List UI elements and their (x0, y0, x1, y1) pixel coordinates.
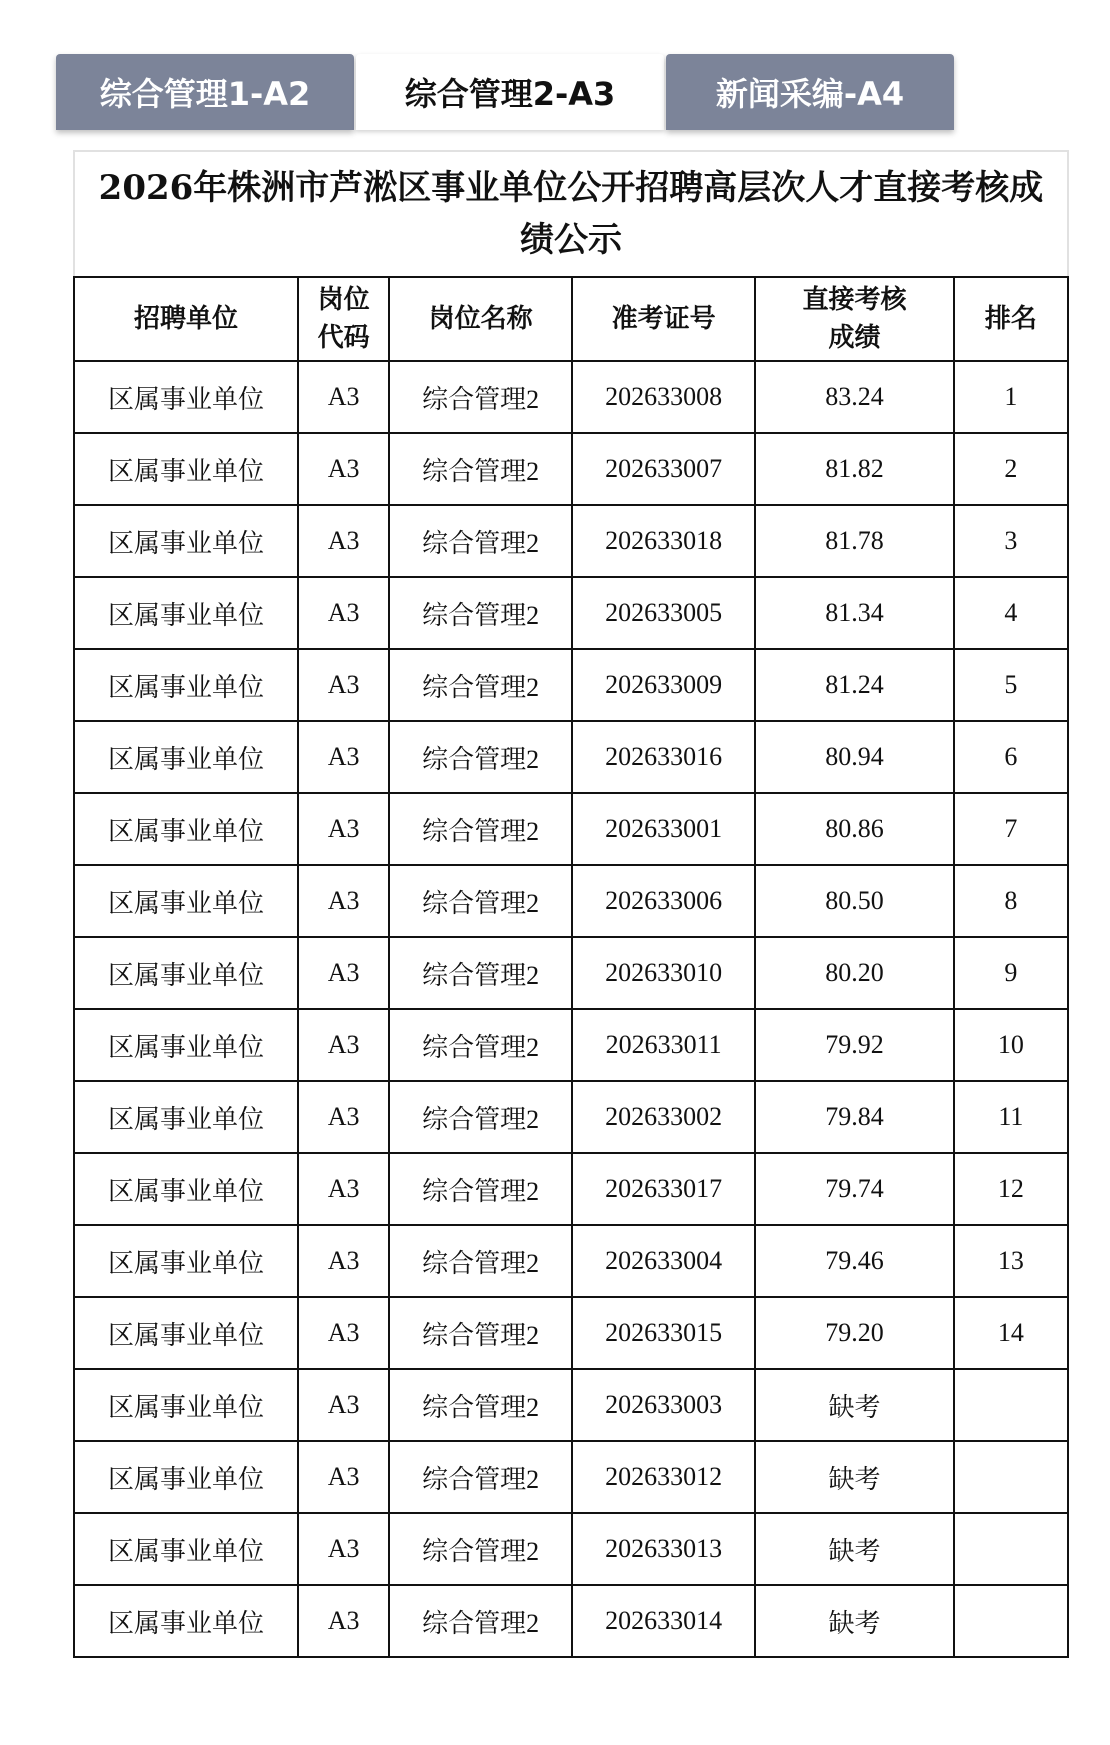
cell-assessment-score[interactable]: 缺考 (755, 1585, 954, 1657)
table-row (74, 721, 1068, 793)
tab-general-management-2-a3[interactable]: 综合管理2-A3 (356, 54, 664, 130)
cell-position-name[interactable]: 综合管理2 (389, 1297, 572, 1369)
cell-admission-number[interactable]: 202633013 (572, 1513, 755, 1585)
cell-recruiting-unit[interactable]: 区属事业单位 (74, 1441, 298, 1513)
table-row (74, 937, 1068, 1009)
cell-recruiting-unit[interactable]: 区属事业单位 (74, 361, 298, 433)
cell-assessment-score[interactable]: 缺考 (755, 1369, 954, 1441)
cell-assessment-score[interactable]: 缺考 (755, 1513, 954, 1585)
cell-admission-number[interactable]: 202633016 (572, 721, 755, 793)
cell-recruiting-unit[interactable]: 区属事业单位 (74, 1513, 298, 1585)
cell-admission-number[interactable]: 202633015 (572, 1297, 755, 1369)
cell-admission-number[interactable]: 202633001 (572, 793, 755, 865)
cell-recruiting-unit[interactable]: 区属事业单位 (74, 721, 298, 793)
cell-position-code[interactable]: A3 (298, 1369, 389, 1441)
cell-rank[interactable]: 3 (954, 505, 1068, 577)
table-row (74, 1009, 1068, 1081)
cell-admission-number[interactable]: 202633003 (572, 1369, 755, 1441)
cell-position-code[interactable]: A3 (298, 1153, 389, 1225)
cell-assessment-score[interactable]: 80.20 (755, 937, 954, 1009)
table-row (74, 505, 1068, 577)
cell-recruiting-unit[interactable]: 区属事业单位 (74, 1369, 298, 1441)
cell-position-code[interactable]: A3 (298, 361, 389, 433)
cell-rank[interactable]: 7 (954, 793, 1068, 865)
cell-assessment-score[interactable]: 81.34 (755, 577, 954, 649)
table-row (74, 1297, 1068, 1369)
cell-rank[interactable] (954, 1441, 1068, 1513)
table-row (74, 649, 1068, 721)
cell-position-name[interactable]: 综合管理2 (389, 1081, 572, 1153)
cell-admission-number[interactable]: 202633002 (572, 1081, 755, 1153)
cell-recruiting-unit[interactable]: 区属事业单位 (74, 937, 298, 1009)
cell-rank[interactable]: 2 (954, 433, 1068, 505)
table-row (74, 1441, 1068, 1513)
cell-rank[interactable]: 5 (954, 649, 1068, 721)
cell-admission-number[interactable]: 202633010 (572, 937, 755, 1009)
cell-rank[interactable]: 12 (954, 1153, 1068, 1225)
cell-rank[interactable]: 1 (954, 361, 1068, 433)
cell-rank[interactable]: 10 (954, 1009, 1068, 1081)
cell-admission-number[interactable]: 202633005 (572, 577, 755, 649)
cell-assessment-score[interactable]: 79.74 (755, 1153, 954, 1225)
header-recruiting-unit[interactable]: 招聘单位 (74, 277, 298, 361)
cell-recruiting-unit[interactable]: 区属事业单位 (74, 1081, 298, 1153)
cell-recruiting-unit[interactable]: 区属事业单位 (74, 865, 298, 937)
cell-admission-number[interactable]: 202633006 (572, 865, 755, 937)
table-row (74, 865, 1068, 937)
cell-recruiting-unit[interactable]: 区属事业单位 (74, 577, 298, 649)
tab-general-management-1-a2[interactable]: 综合管理1-A2 (56, 54, 354, 130)
cell-position-name[interactable]: 综合管理2 (389, 1153, 572, 1225)
cell-recruiting-unit[interactable]: 区属事业单位 (74, 505, 298, 577)
table-row (74, 1153, 1068, 1225)
table-row (74, 1225, 1068, 1297)
cell-rank[interactable]: 9 (954, 937, 1068, 1009)
cell-assessment-score[interactable]: 79.20 (755, 1297, 954, 1369)
tab-news-editing-a4[interactable]: 新闻采编-A4 (666, 54, 954, 130)
cell-assessment-score[interactable]: 81.24 (755, 649, 954, 721)
cell-position-name[interactable]: 综合管理2 (389, 721, 572, 793)
cell-position-name[interactable]: 综合管理2 (389, 1369, 572, 1441)
cell-assessment-score[interactable]: 80.94 (755, 721, 954, 793)
cell-admission-number[interactable]: 202633009 (572, 649, 755, 721)
table-row (74, 1585, 1068, 1657)
cell-position-code[interactable]: A3 (298, 1441, 389, 1513)
cell-position-name[interactable]: 综合管理2 (389, 361, 572, 433)
table-header-row (74, 277, 1068, 361)
cell-assessment-score[interactable]: 79.46 (755, 1225, 954, 1297)
table-row (74, 1369, 1068, 1441)
cell-position-name[interactable]: 综合管理2 (389, 1513, 572, 1585)
cell-rank[interactable] (954, 1369, 1068, 1441)
cell-position-code[interactable]: A3 (298, 649, 389, 721)
sheet-title-cell[interactable] (73, 150, 1069, 276)
results-table (73, 276, 1069, 1658)
cell-admission-number[interactable]: 202633017 (572, 1153, 755, 1225)
cell-position-code[interactable]: A3 (298, 1009, 389, 1081)
cell-position-name[interactable]: 综合管理2 (389, 1225, 572, 1297)
cell-recruiting-unit[interactable]: 区属事业单位 (74, 1153, 298, 1225)
cell-position-code[interactable]: A3 (298, 577, 389, 649)
cell-assessment-score[interactable]: 81.82 (755, 433, 954, 505)
table-row (74, 433, 1068, 505)
cell-position-name[interactable]: 综合管理2 (389, 865, 572, 937)
header-admission-number[interactable]: 准考证号 (572, 277, 755, 361)
cell-assessment-score[interactable]: 79.92 (755, 1009, 954, 1081)
header-position-code-label: 岗位 代码 (317, 285, 370, 353)
cell-position-code[interactable]: A3 (298, 1513, 389, 1585)
cell-position-code[interactable]: A3 (298, 505, 389, 577)
cell-recruiting-unit[interactable]: 区属事业单位 (74, 793, 298, 865)
header-position-code[interactable] (298, 277, 389, 361)
cell-rank[interactable]: 13 (954, 1225, 1068, 1297)
table-row (74, 1081, 1068, 1153)
cell-admission-number[interactable]: 202633011 (572, 1009, 755, 1081)
header-rank[interactable]: 排名 (954, 277, 1068, 361)
cell-position-code[interactable]: A3 (298, 1297, 389, 1369)
table-row (74, 793, 1068, 865)
cell-position-code[interactable]: A3 (298, 433, 389, 505)
cell-position-name[interactable]: 综合管理2 (389, 505, 572, 577)
cell-recruiting-unit[interactable]: 区属事业单位 (74, 1009, 298, 1081)
table-body (74, 361, 1068, 1657)
sheet-title: 2026年株洲市芦淞区事业单位公开招聘高层次人才直接考核成绩公示 (98, 168, 1044, 260)
cell-admission-number[interactable]: 202633012 (572, 1441, 755, 1513)
cell-position-name[interactable]: 综合管理2 (389, 433, 572, 505)
cell-position-code[interactable]: A3 (298, 1081, 389, 1153)
table-row (74, 1513, 1068, 1585)
cell-recruiting-unit[interactable]: 区属事业单位 (74, 1585, 298, 1657)
cell-recruiting-unit[interactable]: 区属事业单位 (74, 1225, 298, 1297)
cell-assessment-score[interactable]: 79.84 (755, 1081, 954, 1153)
cell-admission-number[interactable]: 202633007 (572, 433, 755, 505)
cell-position-name[interactable]: 综合管理2 (389, 1009, 572, 1081)
cell-admission-number[interactable]: 202633014 (572, 1585, 755, 1657)
cell-position-code[interactable]: A3 (298, 865, 389, 937)
cell-recruiting-unit[interactable]: 区属事业单位 (74, 649, 298, 721)
header-position-name[interactable]: 岗位名称 (389, 277, 572, 361)
cell-rank[interactable]: 14 (954, 1297, 1068, 1369)
cell-rank[interactable] (954, 1585, 1068, 1657)
table-row (74, 577, 1068, 649)
cell-admission-number[interactable]: 202633004 (572, 1225, 755, 1297)
cell-recruiting-unit[interactable]: 区属事业单位 (74, 433, 298, 505)
sheet-tab-bar (56, 54, 956, 134)
cell-position-code[interactable]: A3 (298, 937, 389, 1009)
header-assessment-score-label: 直接考核 成绩 (802, 285, 907, 353)
cell-position-name[interactable]: 综合管理2 (389, 1585, 572, 1657)
cell-position-name[interactable]: 综合管理2 (389, 1441, 572, 1513)
cell-rank[interactable]: 4 (954, 577, 1068, 649)
cell-assessment-score[interactable]: 缺考 (755, 1441, 954, 1513)
cell-position-code[interactable]: A3 (298, 1585, 389, 1657)
cell-assessment-score[interactable]: 80.50 (755, 865, 954, 937)
cell-admission-number[interactable]: 202633008 (572, 361, 755, 433)
cell-position-name[interactable]: 综合管理2 (389, 577, 572, 649)
cell-recruiting-unit[interactable]: 区属事业单位 (74, 1297, 298, 1369)
cell-assessment-score[interactable]: 81.78 (755, 505, 954, 577)
cell-position-code[interactable]: A3 (298, 721, 389, 793)
cell-position-name[interactable]: 综合管理2 (389, 793, 572, 865)
header-assessment-score[interactable] (755, 277, 954, 361)
cell-rank[interactable]: 8 (954, 865, 1068, 937)
cell-position-name[interactable]: 综合管理2 (389, 649, 572, 721)
cell-admission-number[interactable]: 202633018 (572, 505, 755, 577)
cell-rank[interactable]: 11 (954, 1081, 1068, 1153)
cell-position-code[interactable]: A3 (298, 1225, 389, 1297)
cell-position-name[interactable]: 综合管理2 (389, 937, 572, 1009)
cell-rank[interactable] (954, 1513, 1068, 1585)
table-row (74, 361, 1068, 433)
cell-rank[interactable]: 6 (954, 721, 1068, 793)
cell-assessment-score[interactable]: 80.86 (755, 793, 954, 865)
cell-assessment-score[interactable]: 83.24 (755, 361, 954, 433)
cell-position-code[interactable]: A3 (298, 793, 389, 865)
